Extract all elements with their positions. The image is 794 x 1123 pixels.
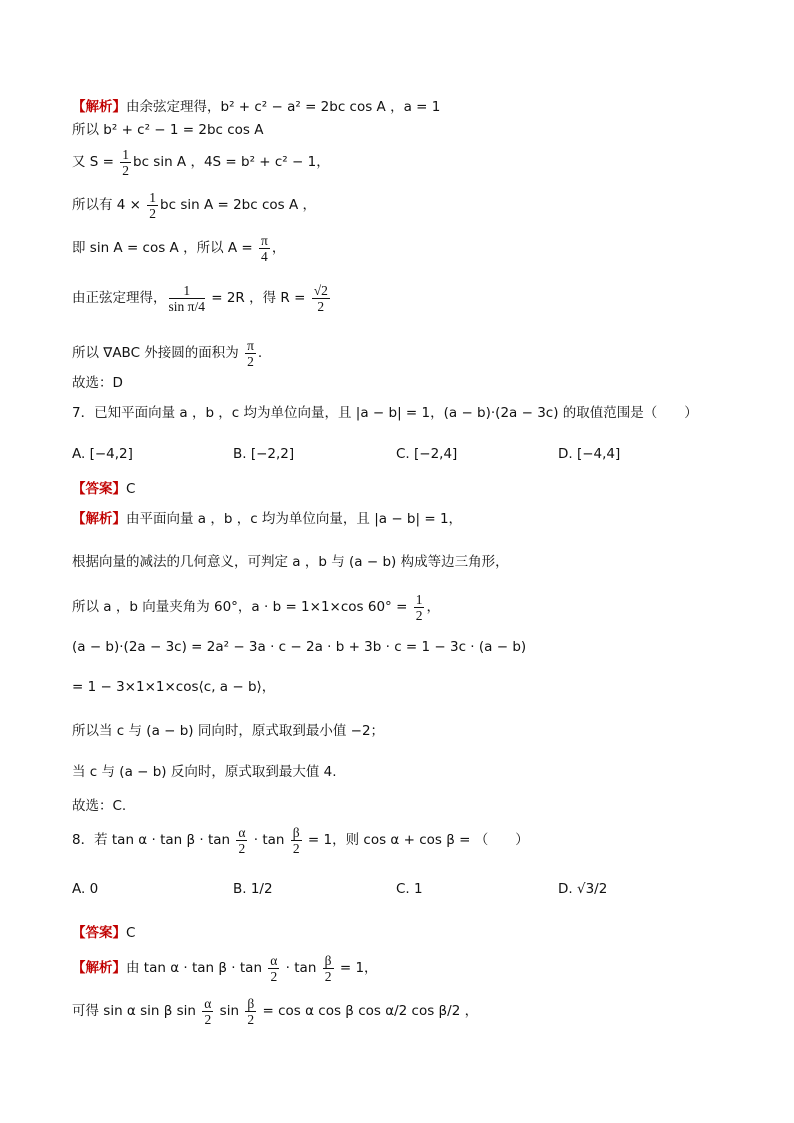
- fraction: $\frac{\alpha}{2}$: [204, 996, 212, 1027]
- question-8: [72, 825, 529, 856]
- answer-value: C: [126, 481, 136, 497]
- q7-answer: [72, 480, 135, 498]
- line-text: 所以 a ，b 向量夹角为 60°，a · b = 1×1×cos 60° =: [72, 599, 412, 615]
- line-text: 根据向量的减法的几何意义，可判定 a ，b 与 (a − b) 构成等边三角形，: [72, 554, 509, 570]
- q7-solution-line-4: [72, 638, 526, 656]
- q8-option-b: B. 1/2: [233, 881, 273, 897]
- q7-option-c: C. [−2,4]: [396, 446, 458, 462]
- analysis-tag: 【解析】: [72, 99, 126, 115]
- question-text: 7．已知平面向量 a ，b ，c 均为单位向量，且 |a − b| = 1，(a − b)·(2a − 3c) 的取值范围是（ ）: [72, 405, 698, 421]
- q8-solution-line-2: [72, 996, 478, 1027]
- line-text: 当 c 与 (a − b) 反向时，原式取到最大值 4.: [72, 764, 337, 780]
- line-text: sin: [215, 1003, 244, 1019]
- line-text: = 1，: [335, 960, 378, 976]
- solution-line-1: [72, 98, 440, 116]
- line-text: = 2R ，得 R =: [206, 290, 310, 306]
- q7-solution-line-2: [72, 553, 509, 571]
- solution-line-6: [72, 283, 332, 314]
- answer-value: C: [126, 925, 136, 941]
- q7-solution-line-3: [72, 592, 440, 623]
- q8-option-c: C. 1: [396, 881, 423, 897]
- line-text: 又 S =: [72, 154, 119, 170]
- q7-solution-line-7: [72, 763, 337, 781]
- solution-line-3: [72, 147, 330, 178]
- question-7: [72, 404, 698, 422]
- q8-solution-line-1: [72, 953, 378, 984]
- answer-tag: 【答案】: [72, 925, 126, 941]
- question-text: = 1，则 cos α + cos β = （ ）: [303, 832, 529, 848]
- line-text: = 1 − 3×1×1×cos⟨c, a − b⟩，: [72, 679, 276, 695]
- line-text: = cos α cos β cos α/2 cos β/2 ，: [258, 1003, 479, 1019]
- line-text: bc sin A ，4S = b² + c² − 1，: [133, 154, 330, 170]
- fraction: $\frac{1}{2}$: [122, 147, 130, 178]
- line-text: 故选：D: [72, 375, 123, 391]
- q7-solution-line-6: [72, 722, 384, 740]
- fraction: $\frac{\beta}{2}$: [324, 953, 332, 984]
- line-text: 由平面向量 a ，b ，c 均为单位向量，且 |a − b| = 1，: [126, 511, 463, 527]
- q8-answer: [72, 924, 135, 942]
- line-text: 可得 sin α sin β sin: [72, 1003, 201, 1019]
- q8-option-a: A. 0: [72, 881, 99, 897]
- line-text: .: [257, 345, 263, 361]
- line-text: 故选：C.: [72, 798, 127, 814]
- line-text: 所以有 4 ×: [72, 197, 146, 213]
- fraction: $\frac{√2}{2}$: [313, 283, 328, 314]
- line-text: 所以当 c 与 (a − b) 同向时，原式取到最小值 −2；: [72, 723, 385, 739]
- line-text: 所以 b² + c² − 1 = 2bc cos A: [72, 122, 264, 138]
- fraction: $\frac{\beta}{2}$: [247, 996, 255, 1027]
- solution-line-4: [72, 190, 316, 221]
- line-text: (a − b)·(2a − 3c) = 2a² − 3a · c − 2a · b + 3b · c = 1 − 3c · (a − b): [72, 639, 527, 655]
- fraction: $\frac{1}{2}$: [149, 190, 157, 221]
- line-text: bc sin A = 2bc cos A ，: [160, 197, 316, 213]
- solution-line-5: [72, 233, 285, 264]
- answer-tag: 【答案】: [72, 481, 126, 497]
- analysis-tag: 【解析】: [72, 960, 126, 976]
- line-text: ，: [426, 599, 440, 615]
- fraction: $\frac{\alpha}{2}$: [270, 953, 278, 984]
- analysis-tag: 【解析】: [72, 511, 126, 527]
- q7-solution-line-1: [72, 510, 462, 528]
- line-text: 即 sin A = cos A ，所以 A =: [72, 240, 258, 256]
- q7-solution-line-8: [72, 797, 126, 815]
- solution-line-2: [72, 121, 264, 139]
- fraction: $\frac{\beta}{2}$: [292, 825, 300, 856]
- q7-option-a: A. [−4,2]: [72, 446, 133, 462]
- line-text: 由余弦定理得，b² + c² − a² = 2bc cos A ，a = 1: [126, 99, 441, 115]
- q7-solution-line-5: [72, 678, 275, 696]
- fraction: $\frac{\pi}{4}$: [261, 233, 268, 264]
- q8-option-d: D. √3/2: [558, 881, 608, 897]
- fraction: $\frac{\pi}{2}$: [247, 338, 254, 369]
- q7-option-d: D. [−4,4]: [558, 446, 621, 462]
- line-text: 由 tan α · tan β · tan: [126, 960, 267, 976]
- question-text: 8．若 tan α · tan β · tan: [72, 832, 235, 848]
- question-text: · tan: [249, 832, 289, 848]
- q7-option-b: B. [−2,2]: [233, 446, 295, 462]
- line-text: ，: [271, 240, 286, 256]
- solution-line-7: [72, 338, 262, 369]
- fraction: $\frac{1}{2}$: [415, 592, 423, 623]
- fraction: $\frac{1}{\text{sin π/4}}$: [168, 283, 205, 314]
- fraction: $\frac{\alpha}{2}$: [238, 825, 246, 856]
- line-text: 所以 ∇ABC 外接圆的面积为: [72, 345, 244, 361]
- choice-line: [72, 374, 123, 392]
- line-text: 由正弦定理得，: [72, 290, 167, 306]
- line-text: · tan: [281, 960, 321, 976]
